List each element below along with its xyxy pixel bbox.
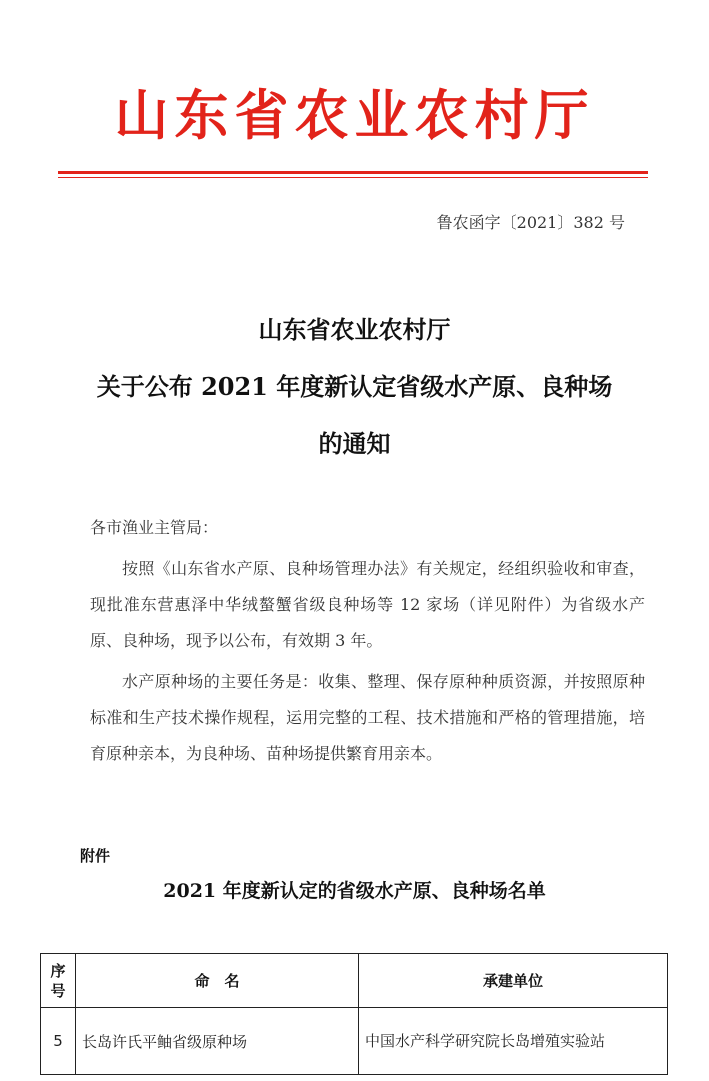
addressee: 各市渔业主管局： — [90, 518, 219, 537]
letterhead-rule-thin — [58, 177, 648, 178]
attachment-label: 附件 — [80, 847, 111, 865]
column-header-name: 命 名 — [76, 954, 359, 1008]
document-number: 鲁农函字〔2021〕382 号 — [436, 213, 625, 232]
paragraph-1: 按照《山东省水产原、良种场管理办法》有关规定，经组织验收和审查，现批准东营惠泽中华绒螯蟹省级良种场等 12 家场（详见附件）为省级水产原、良种场，现予以公布，有效期 3 年。 — [90, 559, 645, 650]
row-unit: 中国水产科学研究院长岛增殖实验站 — [359, 1008, 668, 1075]
column-header-index: 序号 — [41, 954, 76, 1008]
row-name: 长岛许氏平鲉省级原种场 — [76, 1008, 359, 1075]
title-line-1: 山东省农业农村厅 — [258, 315, 451, 344]
paragraph-2: 水产原种场的主要任务是：收集、整理、保存原种种质资源，并按照原种标准和生产技术操作规程，运用完整的工程、技术措施和严格的管理措施，培育原种亲本，为良种场、苗种场提供繁育用亲本。 — [90, 672, 645, 763]
attachment-title: 2021 年度新认定的省级水产原、良种场名单 — [163, 880, 546, 902]
farm-list-table — [40, 953, 668, 1075]
row-index: 5 — [41, 1008, 76, 1075]
title-line-2: 关于公布 2021 年度新认定省级水产原、良种场 — [96, 372, 613, 401]
letterhead-rule-thick — [58, 171, 648, 174]
agency-letterhead: 山东省农业农村厅 — [114, 83, 595, 147]
table-row — [41, 1008, 668, 1075]
column-header-unit: 承建单位 — [359, 954, 668, 1008]
table-header-row — [41, 954, 668, 1008]
title-line-3: 的通知 — [318, 429, 391, 458]
